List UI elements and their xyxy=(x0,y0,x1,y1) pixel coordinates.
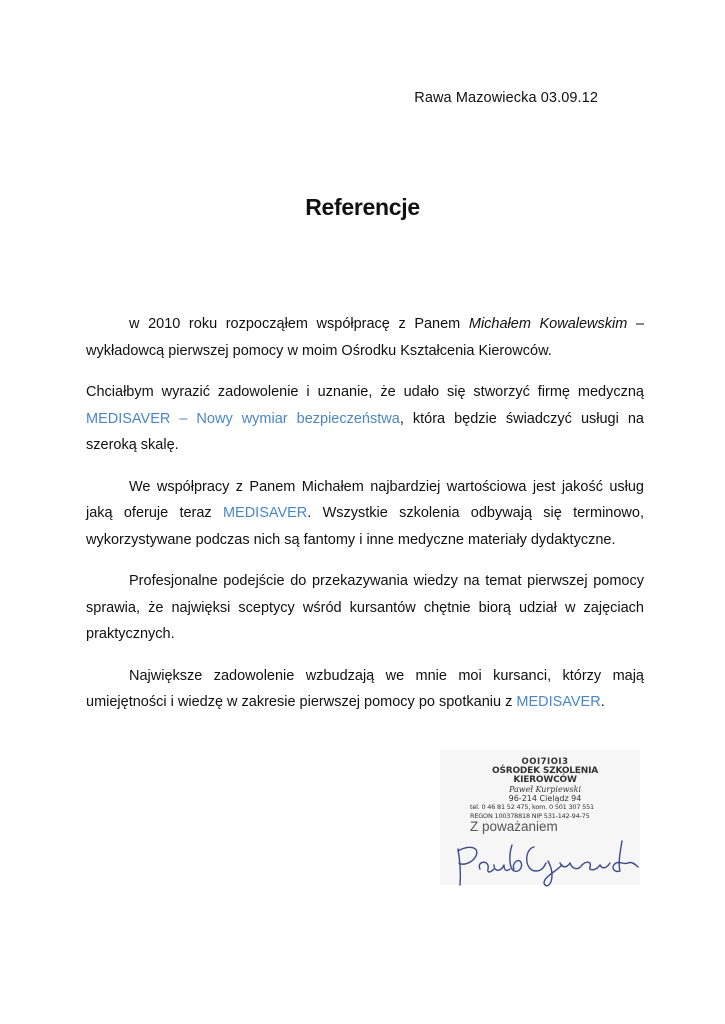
stamp-regon: REGON 100378818 NIP 531-142-94-75 xyxy=(470,812,590,820)
letter-body xyxy=(86,311,644,731)
paragraph-2-text-a: Chciałbym wyrazić zadowolenie i uznanie, że udało się stworzyć firmę medyczną xyxy=(86,384,644,400)
handwritten-signature xyxy=(450,835,640,900)
closing-regards: Z poważaniem xyxy=(470,819,558,834)
stamp-organization: OŚRODEK SZKOLENIA KIEROWCÓW xyxy=(492,766,598,785)
paragraph-2 xyxy=(86,379,644,459)
brand-name: MEDISAVER xyxy=(222,505,308,521)
signature-icon xyxy=(450,835,640,895)
paragraph-5 xyxy=(86,663,644,716)
letter-title: Referencje xyxy=(305,194,420,220)
person-name: Michałem Kowalewskim xyxy=(468,316,628,332)
paragraph-5-text-b: . xyxy=(600,694,605,710)
stamp-person: Paweł Kurpiewski xyxy=(508,785,582,794)
paragraph-5-text-a: Największe zadowolenie wzbudzają we mnie moi kursanci, którzy mają umiejętności i wiedzę w zakresie pierwszej pomocy po spotkaniu z xyxy=(86,667,644,710)
stamp-address: 96-214 Cielądz 94 xyxy=(508,794,582,803)
company-stamp xyxy=(470,758,620,821)
brand-name-tagline: MEDISAVER – Nowy wymiar bezpieczeństwa xyxy=(86,410,400,427)
paragraph-1-text-a: w 2010 roku rozpocząłem współpracę z Panem xyxy=(129,316,469,332)
paragraph-3-text-b: . Wszystkie szkolenia odbywają się terminowo, wykorzystywane podczas nich są fantomy i inne medyczne materiały dydaktyczne. xyxy=(86,505,644,548)
paragraph-1-text-b: – wykładowcą pierwszej pomocy w moim Ośrodku Kształcenia Kierowców. xyxy=(86,316,645,359)
paragraph-2-text-b: , która będzie świadczyć usługi na szeroką skalę. xyxy=(86,410,644,453)
stamp-phone: tel. 0 46 81 52 475, kom. 0 501 307 551 xyxy=(470,803,594,811)
place-date: Rawa Mazowiecka 03.09.12 xyxy=(414,90,598,106)
paragraph-3 xyxy=(86,474,644,554)
brand-name: MEDISAVER xyxy=(516,694,601,710)
paragraph-1 xyxy=(86,311,644,364)
paragraph-4: Profesjonalne podejście do przekazywania wiedzy na temat pierwszej pomocy sprawia, że najwięksi sceptycy wśród kursantów chętnie biorą udział w zajęciach praktycznych. xyxy=(86,573,644,642)
stamp-number: OOI7IOI3 xyxy=(521,757,569,767)
paragraph-3-text-a: We współpracy z Panem Michałem najbardziej wartościowa jest jakość usług jaką oferuje teraz xyxy=(86,478,644,521)
